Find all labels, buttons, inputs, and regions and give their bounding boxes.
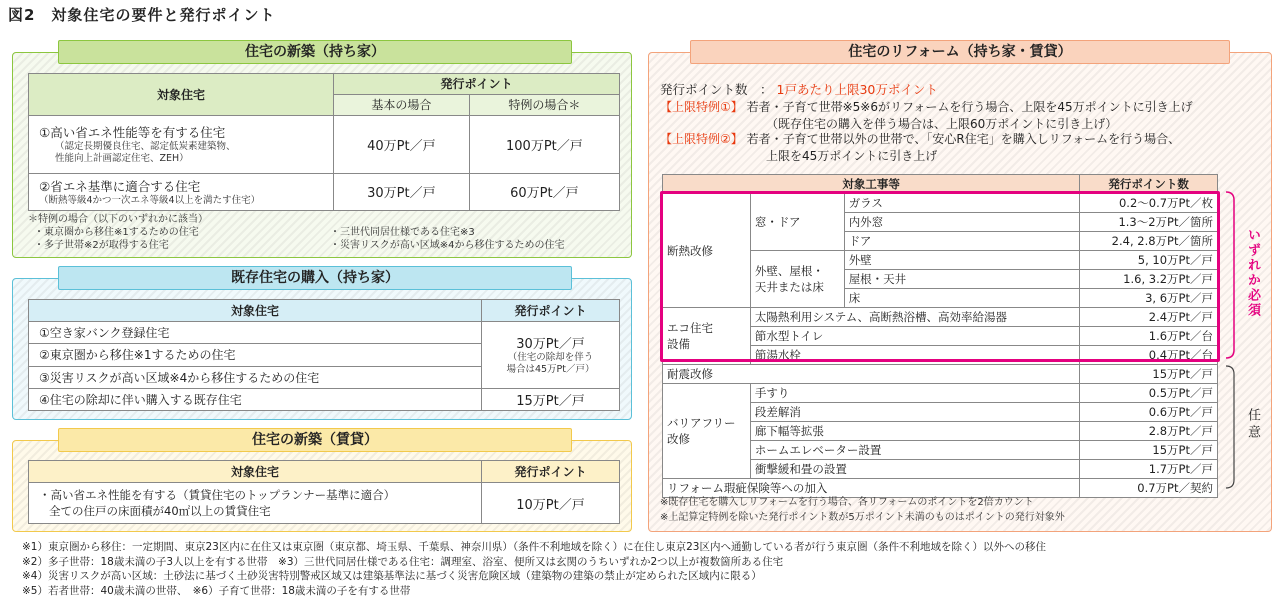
required-highlight [660,191,1220,362]
col-basic-header: 基本の場合 [334,94,470,115]
new-owned-banner: 住宅の新築（持ち家） [58,40,572,64]
table-row [663,365,1218,384]
work-points: 2.4万Pt／戸 [1080,308,1218,327]
work-points: 0.6万Pt／戸 [1080,403,1218,422]
work-item: 衝撃緩和畳の設置 [750,460,1079,479]
existing-points-note: （住宅の除却を伴う [507,352,594,364]
col-target-header: 対象住宅 [29,461,482,483]
special-case-2-label: 【上限特例②】 [660,132,743,146]
special-case-2 [660,132,1180,147]
table-row [29,388,620,410]
work-item: 内外窓 [844,213,1080,232]
reform-note: ※既存住宅を購入しリフォームを行う場合、各リフォームのポイントを2倍カウント [660,497,1034,508]
row-title: ①空き家バンク登録住宅 [29,322,482,344]
row-title: ②省エネ基準に適合する住宅 [39,178,201,194]
work-item: 外壁 [844,251,1080,270]
required-label: いずれか必須 [1245,228,1260,318]
work-points: 1.7万Pt／戸 [1080,460,1218,479]
work-item: 床 [844,289,1080,308]
work-points: 2.4, 2.8万Pt／箇所 [1080,232,1218,251]
row-detail: （認定長期優良住宅、認定低炭素建築物、 [55,141,236,153]
work-item: 廊下幅等拡張 [750,422,1079,441]
work-item: 節水型トイレ [750,327,1079,346]
work-points: 0.5万Pt／戸 [1080,384,1218,403]
work-item: ガラス [844,194,1080,213]
table-row [29,483,620,524]
row-detail: 性能向上計画認定住宅、ZEH） [55,153,189,165]
row-detail: （断熱等級4かつ一次エネ等級4以上を満たす住宅） [39,194,261,206]
special-case-1-sub: （既存住宅の購入を伴う場合は、上限60万ポイントに引き上げ） [766,117,1118,131]
rental-table [28,460,620,524]
work-points: 0.2～0.7万Pt／枚 [1080,194,1218,213]
insulation-cell: 断熱改修 [663,194,751,308]
work-item: 段差解消 [750,403,1079,422]
barrier-line: バリアフリー [667,416,736,430]
existing-points-note: 場合は45万Pt／戸） [506,364,595,376]
existing-table-wrap [28,299,620,411]
eco-line: 設備 [667,337,690,351]
special-case-1-text: 若者・子育て世帯※5※6がリフォームを行う場合、上限を45万ポイントに引き上げ [746,100,1193,114]
work-points: 2.8万Pt／戸 [1080,422,1218,441]
reform-banner: 住宅のリフォーム（持ち家・賃貸） [690,40,1230,64]
special-case-1 [660,100,1193,115]
work-item: リフォーム瑕疵保険等への加入 [663,479,1080,498]
optional-bracket [1226,366,1234,488]
col-work-header: 対象工事等 [663,175,1080,194]
work-points: 15万Pt／戸 [1080,365,1218,384]
rental-banner: 住宅の新築（賃貸） [58,428,572,452]
special-case-2-sub: 上限を45万ポイントに引き上げ [766,149,938,163]
row-title: ③災害リスクが高い区域※4から移住するための住宅 [29,366,482,388]
wall-group-line: 天井または床 [754,280,824,294]
special-notes-head: ＊特例の場合（以下のいずれかに該当） [28,214,208,225]
special-case-1-label: 【上限特例①】 [660,100,743,114]
work-points: 5, 10万Pt／戸 [1080,251,1218,270]
basic-points: 40万Pt／戸 [334,115,470,173]
footnotes [22,540,1272,598]
work-item: 太陽熱利用システム、高断熱浴槽、高効率給湯器 [750,308,1079,327]
work-points: 0.4万Pt／台 [1080,346,1218,365]
work-points: 1.6, 3.2万Pt／戸 [1080,270,1218,289]
barrier-cell [663,384,751,479]
row-title: ①高い省エネ性能等を有する住宅 [39,125,226,141]
eco-line: エコ住宅 [667,321,713,335]
rental-points: 10万Pt／戸 [482,483,620,524]
col-points-header: 発行ポイント [334,74,620,95]
basic-points: 30万Pt／戸 [334,173,470,210]
barrier-line: 改修 [667,432,690,446]
existing-points-cell [482,322,620,389]
figure-title: 図2 対象住宅の要件と発行ポイント [8,6,276,24]
existing-table [28,299,620,411]
special-note: ・災害リスクが高い区域※4から移住するための住宅 [330,240,565,251]
work-item: ホームエレベーター設置 [750,441,1079,460]
work-points: 3, 6万Pt／戸 [1080,289,1218,308]
row-title: ②東京圏から移住※1するための住宅 [29,344,482,366]
work-item: 屋根・天井 [844,270,1080,289]
work-points: 15万Pt／戸 [1080,441,1218,460]
rental-line: ・高い省エネ性能を有する（賃貸住宅のトップランナー基準に適合） [39,488,396,502]
existing-points-main: 30万Pt／戸 [516,337,585,353]
work-item: 耐震改修 [663,365,1080,384]
special-note: ・東京圏から移住※1するための住宅 [34,227,199,238]
reform-note: ※上記算定特例を除いた発行ポイント数が5万ポイント未満のものはポイントの発行対象外 [660,512,1065,523]
col-points-header: 発行ポイント [482,461,620,483]
wall-group-line: 外壁、屋根・ [754,264,824,278]
new-owned-table [28,73,620,211]
special-note: ・多子世帯※2が取得する住宅 [34,240,169,251]
rental-line: 全ての住戸の床面積が40㎡以上の賃貸住宅 [49,504,271,518]
col-target-header: 対象住宅 [29,74,334,116]
footnote: ※2）多子世帯：18歳未満の子3人以上を有する世帯 ※3）三世代同居仕様である住宅：調理室、浴室、便所又は玄関のうちいずれか2つ以上が複数箇所ある住宅 [22,555,784,568]
special-points: 60万Pt／戸 [469,173,619,210]
footnote: ※4）災害リスクが高い区域：土砂法に基づく土砂災害特別警戒区域又は建築基準法に基づく災害危険区域（建築物の建築の禁止が定められた区域内に限る） [22,570,762,582]
work-item: 手すり [750,384,1079,403]
work-item: ドア [844,232,1080,251]
table-row [29,173,620,210]
work-points: 1.3～2万Pt／箇所 [1080,213,1218,232]
rental-table-wrap [28,460,620,524]
work-points: 0.7万Pt／契約 [1080,479,1218,498]
existing-banner: 既存住宅の購入（持ち家） [58,266,572,290]
points-label: 発行ポイント数 ： [660,82,773,97]
footnote: ※5）若者世帯：40歳未満の世帯、 ※6）子育て世帯：18歳未満の子を有する世帯 [22,584,411,597]
points-limit-line [660,80,938,98]
points-value: 1戸あたり上限30万ポイント [776,82,938,97]
work-item: 節湯水栓 [750,346,1079,365]
table-row [29,322,620,344]
special-note: ・三世代同居仕様である住宅※3 [330,227,475,238]
work-points: 1.6万Pt／台 [1080,327,1218,346]
col-points-header: 発行ポイント数 [1080,175,1218,194]
required-bracket [1226,192,1234,358]
new-owned-table-wrap [28,73,620,211]
optional-label: 任意 [1245,408,1260,442]
special-case-2-text: 若者・子育て世帯以外の世帯で、「安心R住宅」を購入しリフォームを行う場合、 [746,132,1181,146]
table-row [663,479,1218,498]
footnote: ※1）東京圏から移住：一定期間、東京23区内に在住又は東京圏（東京都、埼玉県、千葉県、神奈川県）（条件不利地域を除く）に在住し東京23区内へ通勤している者が行う東京圏（条件不利地域を除く）以外への移住 [22,541,1046,553]
existing-points-last: 15万Pt／戸 [482,388,620,410]
special-points: 100万Pt／戸 [469,115,619,173]
table-row [29,115,620,173]
col-points-header: 発行ポイント [482,300,620,322]
row-title: ④住宅の除却に伴い購入する既存住宅 [29,388,482,410]
col-special-header: 特例の場合＊ [469,94,619,115]
window-door-cell: 窓・ドア [750,194,844,251]
col-target-header: 対象住宅 [29,300,482,322]
table-row [663,384,1218,403]
